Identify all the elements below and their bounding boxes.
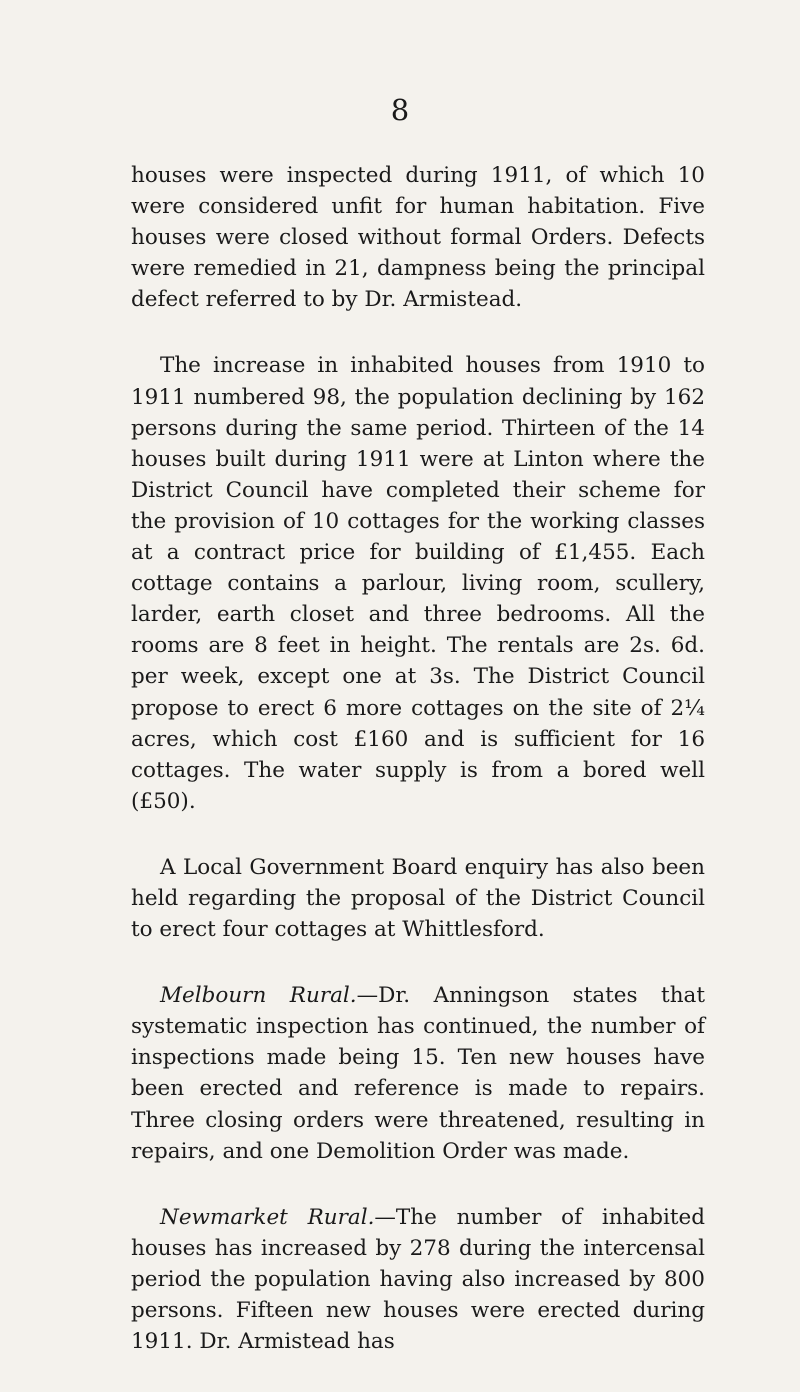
page-number: 8	[390, 93, 410, 127]
paragraph-melbourn-rural	[131, 980, 705, 1167]
paragraph-text: The increase in inhabited houses from 1910 to 1911 numbered 98, the population declining by 162 persons during the same period. Thirteen of the 14 houses built during 1911 were at Linton where the District Council have completed their scheme for the provision of 10 cottages for the working classes at a contract price for building of £1,455. Each cottage contains a parlour, living room, scullery, larder, earth closet and three bedrooms. All the rooms are 8 feet in height. The rentals are 2s. 6d. per week, except one at 3s. The District Council propose to erect 6 more cottages on the site of 2¼ acres, which cost £160 and is sufficient for 16 cottages. The water supply is from a bored well (£50).	[131, 353, 705, 814]
paragraph-lgb-enquiry	[131, 852, 705, 945]
paragraph-continuation	[131, 160, 705, 315]
district-heading-newmarket: Newmarket Rural.	[160, 1204, 375, 1230]
paragraph-text: houses were inspected during 1911, of which 10 were considered unfit for human habitation. Five houses were closed without formal Orders. Defects were remedied in 21, dampness being the principal defect referred to by Dr. Armistead.	[131, 163, 705, 313]
paragraph-linton-housing	[131, 350, 705, 816]
body-text	[131, 160, 705, 1392]
paragraph-newmarket-rural	[131, 1202, 705, 1357]
paragraph-text: A Local Government Board enquiry has also been held regarding the proposal of the District Council to erect four cottages at Whittlesford.	[131, 854, 705, 943]
district-heading-melbourn: Melbourn Rural.	[160, 983, 357, 1009]
paragraph-text: —Dr. Anningson states that systematic inspection has continued, the number of inspections made being 15. Ten new houses have been erected and reference is made to repairs. Three closing orders were threatened, resulting in repairs, and one Demolition Order was made.	[131, 983, 705, 1164]
paragraph-text: —The number of inhabited houses has increased by 278 during the intercensal period the population having also increased by 800 persons. Fifteen new houses were erected during 1911. Dr. Armistead has	[131, 1204, 705, 1355]
